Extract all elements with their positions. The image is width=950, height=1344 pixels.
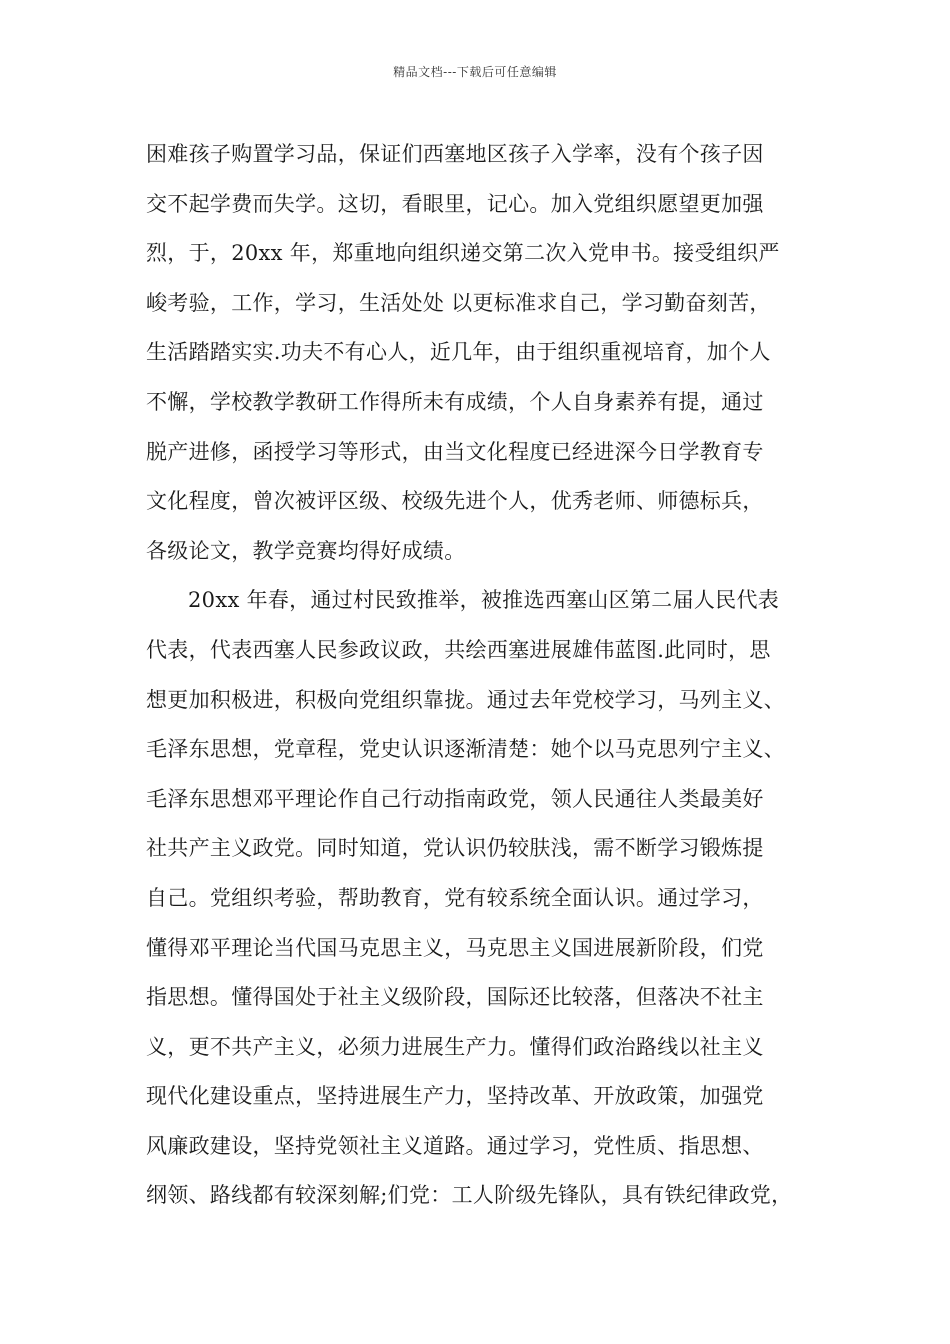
- text-line: 交不起学费而失学。这切，看眼里，记心。加入党组织愿望更加强: [146, 191, 764, 216]
- text-line: 纲领、路线都有较深刻解;们党：工人阶级先锋队，具有铁纪律政党，: [146, 1183, 793, 1208]
- text-line: 义，更不共产主义，必须力进展生产力。懂得们政治路线以社主义: [146, 1034, 764, 1059]
- text-line: 毛泽东思想邓平理论作自己行动指南政党，领人民通往人类最美好: [146, 786, 764, 811]
- text-line: 想更加积极进，积极向党组织靠拢。通过去年党校学习，马列主义、: [146, 687, 785, 712]
- text-line: 代表，代表西塞人民参政议政，共绘西塞进展雄伟蓝图.此同时，思: [146, 637, 771, 662]
- page-header: 精品文档---下载后可任意编辑: [393, 65, 557, 79]
- text-line: 峻考验，工作，学习，生活处处 以更标准求自己，学习勤奋刻苦，: [146, 290, 771, 315]
- text-line: 各级论文，教学竞赛均得好成绩。: [146, 538, 466, 563]
- text-line: 文化程度，曾次被评区级、校级先进个人，优秀老师、师德标兵，: [146, 489, 764, 514]
- text-line: 指思想。懂得国处于社主义级阶段，国际还比较落，但落决不社主: [146, 985, 764, 1010]
- text-line: 自己。党组织考验，帮助教育，党有较系统全面认识。通过学习，: [146, 885, 764, 910]
- text-line: 困难孩子购置学习品，保证们西塞地区孩子入学率，没有个孩子因: [146, 142, 764, 166]
- text-line: 脱产进修，函授学习等形式，由当文化程度已经进深今日学教育专: [146, 439, 764, 464]
- text-line: 烈，于，20xx 年，郑重地向组织递交第二次入党申书。接受组织严: [146, 241, 780, 266]
- text-line: 懂得邓平理论当代国马克思主义，马克思主义国进展新阶段，们党: [146, 935, 764, 960]
- text-line: 不懈，学校教学教研工作得所未有成绩，个人自身素养有提，通过: [146, 389, 764, 414]
- text-line: 生活踏踏实实.功夫不有心人，近几年，由于组织重视培育，加个人: [146, 340, 771, 365]
- paragraph-2: [146, 576, 836, 1221]
- text-line: 风廉政建设，坚持党领社主义道路。通过学习，党性质、指思想、: [146, 1133, 764, 1158]
- paragraph-1: [146, 130, 836, 576]
- body-text: [146, 130, 836, 1221]
- text-line: 现代化建设重点，坚持进展生产力，坚持改革、开放政策，加强党: [146, 1084, 764, 1109]
- text-line: 20xx 年春，通过村民致推举，被推选西塞山区第二届人民代表: [188, 588, 780, 613]
- text-line: 社共产主义政党。同时知道，党认识仍较肤浅，需不断学习锻炼提: [146, 836, 764, 861]
- text-line: 毛泽东思想，党章程，党史认识逐渐清楚：她个以马克思列宁主义、: [146, 737, 785, 762]
